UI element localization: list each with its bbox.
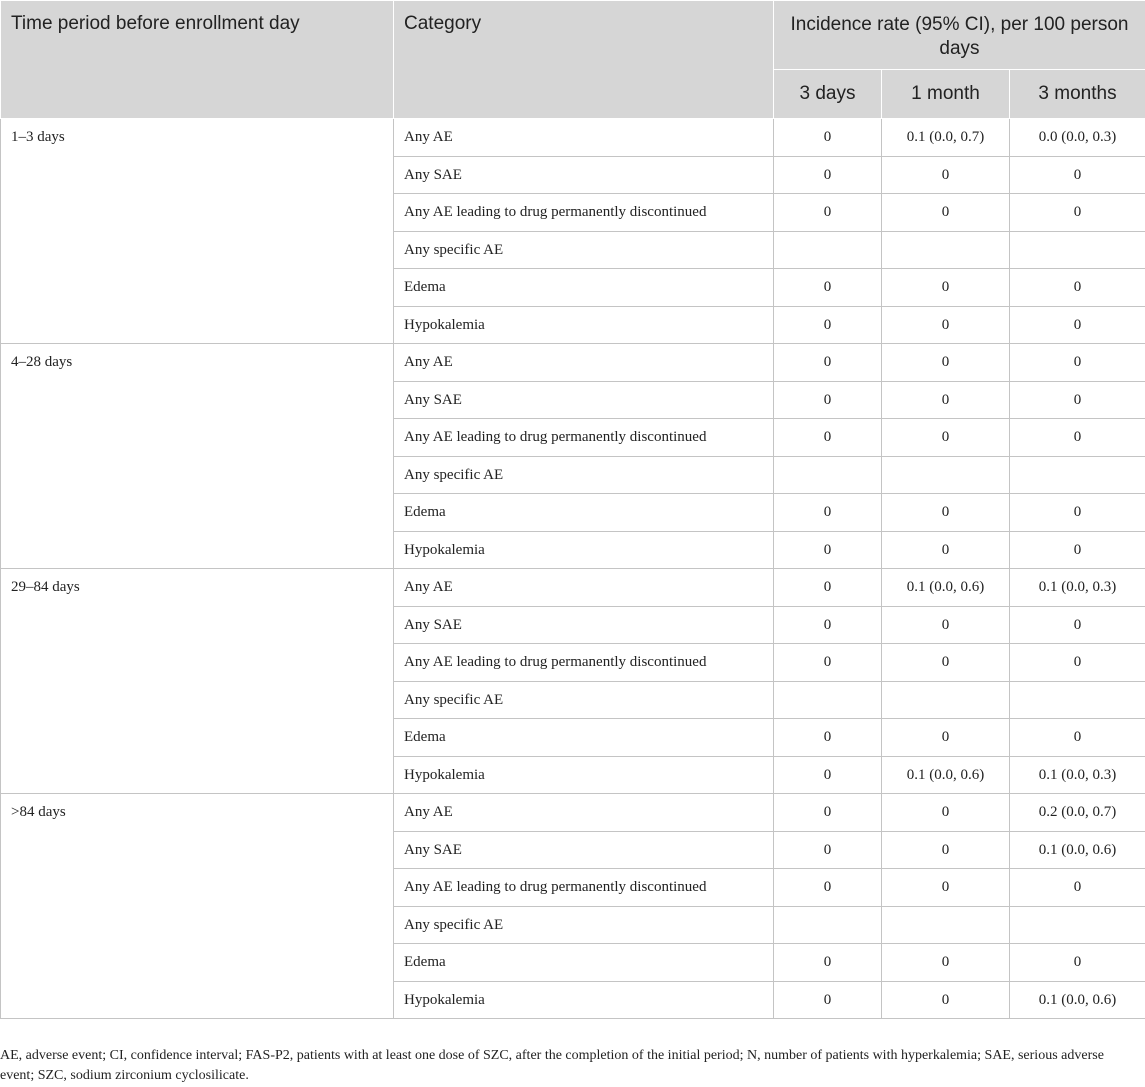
rate-3-months-cell: 0 <box>1010 644 1145 682</box>
period-cell: 29–84 days <box>1 569 394 794</box>
category-cell: Any specific AE <box>394 231 774 269</box>
rate-3-days-cell <box>774 681 882 719</box>
rate-1-month-cell <box>882 456 1010 494</box>
rate-3-months-cell: 0 <box>1010 194 1145 232</box>
rate-3-days-cell: 0 <box>774 194 882 232</box>
rate-1-month-cell <box>882 681 1010 719</box>
header-3-months: 3 months <box>1010 70 1145 119</box>
rate-1-month-cell: 0 <box>882 719 1010 757</box>
rate-3-months-cell: 0 <box>1010 269 1145 307</box>
category-cell: Any AE <box>394 794 774 832</box>
rate-1-month-cell: 0 <box>882 869 1010 907</box>
rate-3-days-cell: 0 <box>774 381 882 419</box>
category-cell: Hypokalemia <box>394 756 774 794</box>
rate-3-months-cell <box>1010 231 1145 269</box>
rate-3-months-cell <box>1010 681 1145 719</box>
rate-3-months-cell: 0 <box>1010 944 1145 982</box>
rate-3-days-cell: 0 <box>774 869 882 907</box>
rate-3-months-cell: 0 <box>1010 381 1145 419</box>
rate-3-days-cell: 0 <box>774 756 882 794</box>
rate-3-months-cell: 0 <box>1010 156 1145 194</box>
category-cell: Edema <box>394 944 774 982</box>
category-cell: Any specific AE <box>394 906 774 944</box>
rate-1-month-cell: 0 <box>882 344 1010 382</box>
rate-3-days-cell: 0 <box>774 494 882 532</box>
rate-3-months-cell: 0.2 (0.0, 0.7) <box>1010 794 1145 832</box>
category-cell: Edema <box>394 269 774 307</box>
header-3-days: 3 days <box>774 70 882 119</box>
category-cell: Any SAE <box>394 606 774 644</box>
category-cell: Any specific AE <box>394 681 774 719</box>
rate-3-months-cell: 0 <box>1010 606 1145 644</box>
rate-1-month-cell: 0 <box>882 606 1010 644</box>
rate-3-days-cell: 0 <box>774 794 882 832</box>
category-cell: Hypokalemia <box>394 531 774 569</box>
category-cell: Hypokalemia <box>394 981 774 1019</box>
rate-3-days-cell: 0 <box>774 344 882 382</box>
category-cell: Any AE leading to drug permanently discontinued <box>394 644 774 682</box>
rate-1-month-cell: 0 <box>882 981 1010 1019</box>
rate-1-month-cell: 0 <box>882 194 1010 232</box>
period-cell: >84 days <box>1 794 394 1019</box>
rate-3-days-cell: 0 <box>774 419 882 457</box>
rate-3-days-cell: 0 <box>774 831 882 869</box>
table-row <box>1 569 1145 607</box>
rate-3-days-cell: 0 <box>774 156 882 194</box>
table-footnote: AE, adverse event; CI, confidence interval; FAS-P2, patients with at least one dose of SZC, after the completion of the initial period; N, number of patients with hyperkalemia; SAE, serious adverse event; SZC, sodium zirconium cyclosilicate. <box>0 1048 1104 1083</box>
category-cell: Any AE <box>394 569 774 607</box>
category-cell: Any AE leading to drug permanently discontinued <box>394 194 774 232</box>
rate-3-days-cell: 0 <box>774 719 882 757</box>
category-cell: Any AE leading to drug permanently discontinued <box>394 869 774 907</box>
rate-3-months-cell <box>1010 456 1145 494</box>
rate-3-months-cell: 0.1 (0.0, 0.6) <box>1010 831 1145 869</box>
rate-3-days-cell: 0 <box>774 944 882 982</box>
rate-3-days-cell <box>774 906 882 944</box>
rate-3-months-cell: 0.1 (0.0, 0.6) <box>1010 981 1145 1019</box>
rate-1-month-cell <box>882 231 1010 269</box>
rate-3-days-cell: 0 <box>774 531 882 569</box>
rate-3-days-cell <box>774 456 882 494</box>
category-cell: Any AE <box>394 344 774 382</box>
period-cell: 1–3 days <box>1 119 394 344</box>
rate-1-month-cell: 0.1 (0.0, 0.7) <box>882 119 1010 157</box>
rate-3-months-cell: 0 <box>1010 419 1145 457</box>
table-body <box>1 119 1145 1019</box>
rate-1-month-cell: 0 <box>882 494 1010 532</box>
category-cell: Any SAE <box>394 156 774 194</box>
category-cell: Any SAE <box>394 381 774 419</box>
rate-1-month-cell: 0 <box>882 831 1010 869</box>
rate-3-months-cell: 0.1 (0.0, 0.3) <box>1010 756 1145 794</box>
rate-3-days-cell <box>774 231 882 269</box>
category-cell: Any AE leading to drug permanently discontinued <box>394 419 774 457</box>
rate-3-months-cell: 0.0 (0.0, 0.3) <box>1010 119 1145 157</box>
rate-3-days-cell: 0 <box>774 269 882 307</box>
rate-1-month-cell: 0.1 (0.0, 0.6) <box>882 756 1010 794</box>
rate-1-month-cell: 0 <box>882 531 1010 569</box>
rate-3-months-cell: 0 <box>1010 719 1145 757</box>
rate-1-month-cell: 0 <box>882 944 1010 982</box>
table-header <box>1 1 1145 119</box>
rate-3-days-cell: 0 <box>774 306 882 344</box>
rate-3-months-cell: 0 <box>1010 494 1145 532</box>
rate-3-days-cell: 0 <box>774 119 882 157</box>
rate-3-days-cell: 0 <box>774 644 882 682</box>
rate-1-month-cell: 0 <box>882 306 1010 344</box>
rate-3-months-cell <box>1010 906 1145 944</box>
header-time-period: Time period before enrollment day <box>1 1 394 119</box>
rate-1-month-cell: 0 <box>882 156 1010 194</box>
rate-3-months-cell: 0.1 (0.0, 0.3) <box>1010 569 1145 607</box>
rate-3-months-cell: 0 <box>1010 344 1145 382</box>
rate-3-months-cell: 0 <box>1010 306 1145 344</box>
period-cell: 4–28 days <box>1 344 394 569</box>
rate-1-month-cell: 0 <box>882 644 1010 682</box>
rate-1-month-cell: 0 <box>882 381 1010 419</box>
rate-3-months-cell: 0 <box>1010 531 1145 569</box>
rate-3-days-cell: 0 <box>774 981 882 1019</box>
category-cell: Edema <box>394 719 774 757</box>
rate-1-month-cell <box>882 906 1010 944</box>
rate-1-month-cell: 0 <box>882 794 1010 832</box>
rate-3-days-cell: 0 <box>774 606 882 644</box>
rate-3-months-cell: 0 <box>1010 869 1145 907</box>
table-row <box>1 119 1145 157</box>
rate-1-month-cell: 0.1 (0.0, 0.6) <box>882 569 1010 607</box>
rate-3-days-cell: 0 <box>774 569 882 607</box>
header-category: Category <box>394 1 774 119</box>
category-cell: Any specific AE <box>394 456 774 494</box>
category-cell: Any AE <box>394 119 774 157</box>
header-1-month: 1 month <box>882 70 1010 119</box>
table-row <box>1 344 1145 382</box>
category-cell: Hypokalemia <box>394 306 774 344</box>
rate-1-month-cell: 0 <box>882 269 1010 307</box>
header-incidence-rate: Incidence rate (95% CI), per 100 person days <box>774 1 1145 70</box>
category-cell: Any SAE <box>394 831 774 869</box>
category-cell: Edema <box>394 494 774 532</box>
rate-1-month-cell: 0 <box>882 419 1010 457</box>
table-row <box>1 794 1145 832</box>
